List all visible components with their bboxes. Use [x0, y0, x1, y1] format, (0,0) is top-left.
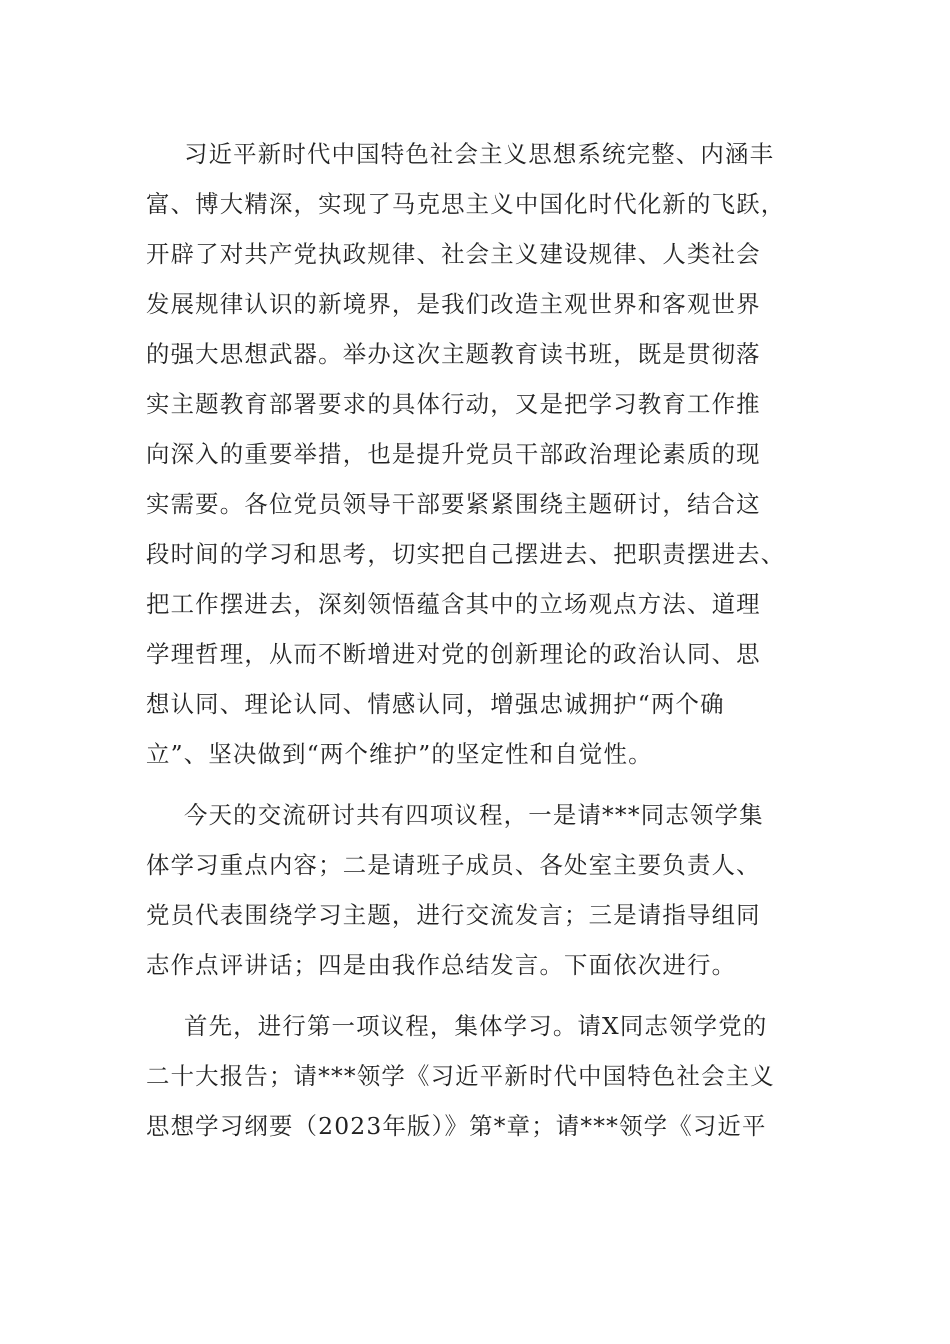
paragraph-line: 发展规律认识的新境界，是我们改造主观世界和客观世界: [146, 290, 761, 318]
paragraph-spacer: [146, 990, 796, 1001]
paragraph-line: 首先，进行第一项议程，集体学习。请X同志领学党的: [184, 1012, 768, 1040]
paragraph-line: 富、博大精深，实现了马克思主义中国化时代化新的飞跃，: [146, 190, 786, 218]
paragraph-line: 党员代表围绕学习主题，进行交流发言；三是请指导组同: [146, 901, 761, 929]
paragraph-line: 的强大思想武器。举办这次主题教育读书班，既是贯彻落: [146, 340, 761, 368]
paragraph-spacer: [146, 779, 796, 790]
paragraph-line: 习近平新时代中国特色社会主义思想系统完整、内涵丰: [184, 140, 775, 168]
paragraph-line: 开辟了对共产党执政规律、社会主义建设规律、人类社会: [146, 240, 761, 268]
paragraph-line: 思想学习纲要（2023年版）》第*章；请***领学《习近平: [146, 1112, 767, 1140]
paragraph-line: 实需要。各位党员领导干部要紧紧围绕主题研讨，结合这: [146, 490, 761, 518]
paragraph-3: [146, 1001, 796, 1151]
paragraph-line: 实主题教育部署要求的具体行动，又是把学习教育工作推: [146, 390, 761, 418]
paragraph-line: 立”、坚决做到“两个维护”的坚定性和自觉性。: [146, 740, 653, 768]
paragraph-1: [146, 129, 796, 779]
paragraph-line: 体学习重点内容；二是请班子成员、各处室主要负责人、: [146, 851, 761, 879]
paragraph-line: 段时间的学习和思考，切实把自己摆进去、把职责摆进去、: [146, 540, 786, 568]
paragraph-line: 志作点评讲话；四是由我作总结发言。下面依次进行。: [146, 951, 737, 979]
paragraph-line: 把工作摆进去，深刻领悟蕴含其中的立场观点方法、道理: [146, 590, 761, 618]
paragraph-line: 今天的交流研讨共有四项议程，一是请***同志领学集: [184, 801, 764, 829]
document-body: [146, 129, 796, 1151]
paragraph-2: [146, 790, 796, 990]
paragraph-line: 学理哲理，从而不断增进对党的创新理论的政治认同、思: [146, 640, 761, 668]
paragraph-line: 二十大报告；请***领学《习近平新时代中国特色社会主义: [146, 1062, 775, 1090]
paragraph-line: 向深入的重要举措，也是提升党员干部政治理论素质的现: [146, 440, 761, 468]
paragraph-line: 想认同、理论认同、情感认同，增强忠诚拥护“两个确: [146, 690, 725, 718]
